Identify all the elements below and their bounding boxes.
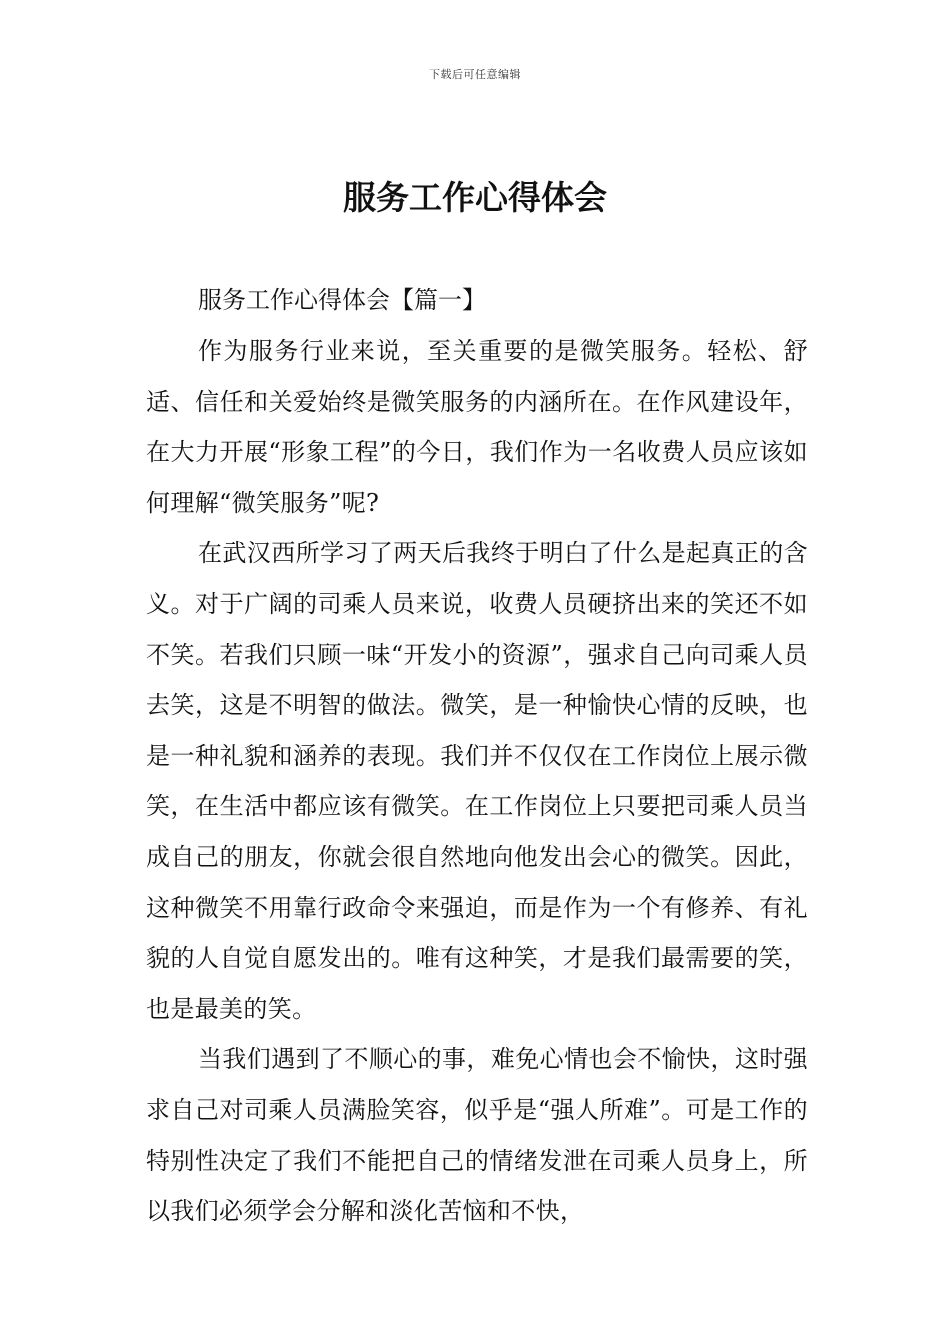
header-note: 下载后可任意编辑 [429,68,521,81]
section-heading: 服务工作心得体会【篇一】 [198,286,486,314]
paragraph-1: 作为服务行业来说，至关重要的是微笑服务。轻松、舒适、信任和关爱始终是微笑服务的内涵所在。在作风建设年，在大力开展“形象工程”的今日，我们作为一名收费人员应该如何理解“微笑服务”呢? [146,337,808,517]
paragraph-3: 当我们遇到了不顺心的事，难免心情也会不愉快，这时强求自己对司乘人员满脸笑容，似乎是“强人所难”。可是工作的特别性决定了我们不能把自己的情绪发泄在司乘人员身上，所以我们必须学会分解和淡化苦恼和不快， [146,1045,808,1226]
paragraph-2: 在武汉西所学习了两天后我终于明白了什么是起真正的含义。对于广阔的司乘人员来说，收费人员硬挤出来的笑还不如不笑。若我们只顾一味“开发小的资源”，强求自己向司乘人员去笑，这是不明智的做法。微笑，是一种愉快心情的反映，也是一种礼貌和涵养的表现。我们并不仅仅在工作岗位上展示微笑，在生活中都应该有微笑。在工作岗位上只要把司乘人员当成自己的朋友，你就会很自然地向他发出会心的微笑。因此，这种微笑不用靠行政命令来强迫，而是作为一个有修养、有礼貌的人自觉自愿发出的。唯有这种笑，才是我们最需要的笑，也是最美的笑。 [146,539,808,1023]
document-title: 服务工作心得体会 [343,178,607,217]
document-body [146,326,808,1237]
